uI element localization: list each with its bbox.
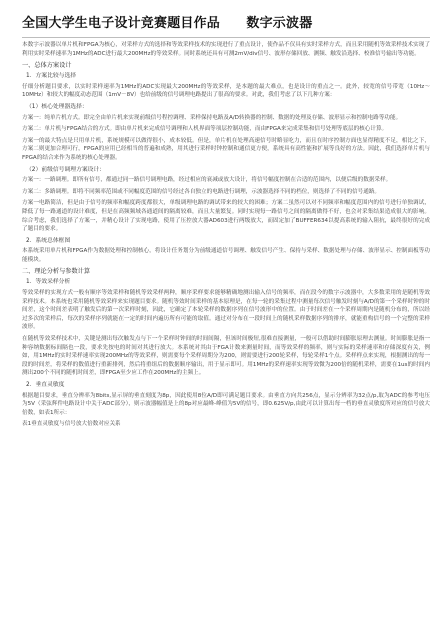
- subheading-equivalent-sampling: 1．等效采样分析: [26, 279, 71, 286]
- paragraph-system-overview: 本系统采用单片机和FPGA作为数据处理和控制核心，将设计任务划分为前级通道信号调理、触发信号产生、保持与采样、数据处理与存储、波形显示、控制面板等功能模块。: [22, 248, 430, 263]
- subheading-vertical-sensitivity: 2．垂直灵敏度: [26, 382, 65, 388]
- paragraph-vertical-sensitivity: 根据题目要求，垂直分辨率为8bits,显示屏的垂直刻度为8p，因此使用8位A/D即可满足题目要求。由垂直方向共256点，显示分辨率为32点/p,取为ADC的参考电压为5V（采弦辉件电路设计中关于ADC部分），则示波器幅值是上的8p对应最峰-峰值为5V的信号，即0.625V/p,由此可以计算出每一档的垂直灵敏度所对应的信号放大倍数，如表1所示：: [22, 392, 430, 416]
- paragraph-core-plan-2: 方案二：单片机与FPGA结合的方式。即由单片机来完成信号调理和人机界面等项层控制功能，而由FPGA来完成采集和信号处理等底层的核心计算。: [22, 126, 388, 133]
- subheading-core-processor: （1）核心处理器选择：: [26, 103, 88, 110]
- subheading-signal-conditioning: （2）前级信号调理方案设计：: [26, 166, 106, 173]
- title-divider: [22, 37, 430, 38]
- subheading-scheme-comparison: 1．方案比较与选择: [26, 73, 77, 80]
- paragraph-core-plan-1: 方案一：纯单片机方式。即完全由单片机来实现前级信号程控调理、采样保持电路及A/D转换器的控制、数据的处理及存储、波形显示和控制电路等功能。: [22, 114, 402, 121]
- paragraph-conditioning-plan-1: 方案一：一路调理。即所有信号，都通过同一路信号调理电路，经过相应的衰减或放大设计，将信号幅度控制在合适的范围内，以便后级的数据采样。: [22, 177, 392, 184]
- section-heading-overall-design: 一、总体方案设计: [22, 62, 72, 70]
- subheading-system-block-diagram: 2．系统总体框图: [26, 237, 71, 244]
- paragraph-equivalent-sampling-1: 等效采样的实现方式一般有顺序等效采样和随机等效采样两种，顺序采样要求能够精确地测出输入信号的频率，而在段今的数字示波器中，大多数采用的是随机等效采样技术。本系统也采用随机等效采样来实现题目要求。随机等效时间采样的基本原理是，在每一轮的采集过程中测量每次信号触发时刻与A/D的第一个采样时钟的时间差，这个时间差表明了触发后的第一次采样时刻，因此，它确定了本轮采样的数据序列在信号波形中的位置。由于时间差在一个采样周期内是随机分布的，所以经过多次的采样后，每次的采样序列就能在一定的时间内遍历所有可能的取值。通过对分布在一段时间上的随机采样数据序列的排序，就能重构信号的一个完整的采样波形。: [22, 290, 430, 331]
- intro-paragraph: 本数字示波器以单片机和FPGA为核心，对采样方式的选择和等效采样技术的实现进行了重点设计，使作品不仅具有实时采样方式，而且采用随机等效采样技术实现了利用实时采样速率为1MHz的ADC进行最大200MHz的等效采样。同时系统还具有可测2mV/div信号、波形存储回放、测频、触发沿选择、校准信号输出等功能。: [22, 42, 430, 57]
- paragraph-core-comparison: 方案一的最大特点是只用单片机，系统规模可以做得很小，成本较低。但是，单片机在处理高速信号时略显吃力，而且在时序控制方面也显得精度不足，相比之下，方案二则更加合理可行，FPGA的应用已经相当的普遍和成熟，用其进行采样时钟控制和通信更方便，系统具有高性能和扩展等良好的方法。因此，我们选择单片机与FPGA的结合来作为系统的核心处理器。: [22, 137, 430, 161]
- paragraph-requirement-analysis: 仔细分析题目要求，以实时采样速率为1MHz的ADC实现最大200MHz的等效采样，是本题的最大难点，也是设计的重点之一。此外，较宽的信号带宽（10Hz～10MHz）和较大的幅度动态范围（1mV－8V）也给前级的信号调理电路提出了很高的要求。对此，我们考虑了以下几种方案：: [22, 83, 430, 99]
- section-heading-theory: 二、理论分析与参数计算: [22, 268, 91, 276]
- paragraph-equivalent-sampling-2: 在随机等效采样技术中，关键是测出每次触发点与下一个采样时钟间的时间间隔，但该时间极短,很难直接测量，一般可以借助时间膨胀原理去测量。时间膨胀是指一种容纳数据标间隔也一段，要求先按电的时间对其进行放大。本系统对其由于FGA计数来测量时间，而等效采样的频率，则与实际的采样速率和存储深度有关，例如，用1MHz的实时采样速率实现200MHz的等效采样，则需要每个采样周期分为200，则需要进行200轮采样，每轮采样1个点。采样样点来实现，根据测出的每一段的时间差，将采样的数值进行重新排列，然后将重组后的数据顺序输出，用于显示即可。用1MHz的采样速率实现等效微为200倍的随机采样，需要在1us的时间内测出200个不同的随机时间差，即FPGA至少应工作在200MHz的主频上。: [22, 336, 430, 377]
- page-title: 全国大学生电子设计竞赛题目作品 数字示波器: [22, 16, 313, 31]
- paragraph-conditioning-comparison: 方案一电路简洁，但是由于信号的频率和幅度跨度都很大，单级调理电路的调试带来的较大的困难；方案二虽然可以对不同频率和幅度范围内的信号进行单独调试，降低了每一路通道的设计难度，但是在高频频域各通道间的隔离较难，而且大量繁复。同时实现每一路信号之间的隔离做得不好，也会对采集结果造成很大的影响。综合考虑，我们选择了方案一，并精心设计了实现电路，使用了压控放大器AD603进行两级放大，而固定加了BUFFER634以提高系统的输入阻抗，最终很好的完成了题目的要求。: [22, 200, 430, 233]
- paragraph-conditioning-plan-2: 方案二：多路调理。即将不同频率范围或不同幅度范围的信号经过各自独立的电路进行调理，示波器选择不同的档位，则选择了不同的信号通路。: [22, 188, 381, 195]
- table-caption: 表1垂直灵敏度与信号放大倍数对应关系: [22, 421, 121, 428]
